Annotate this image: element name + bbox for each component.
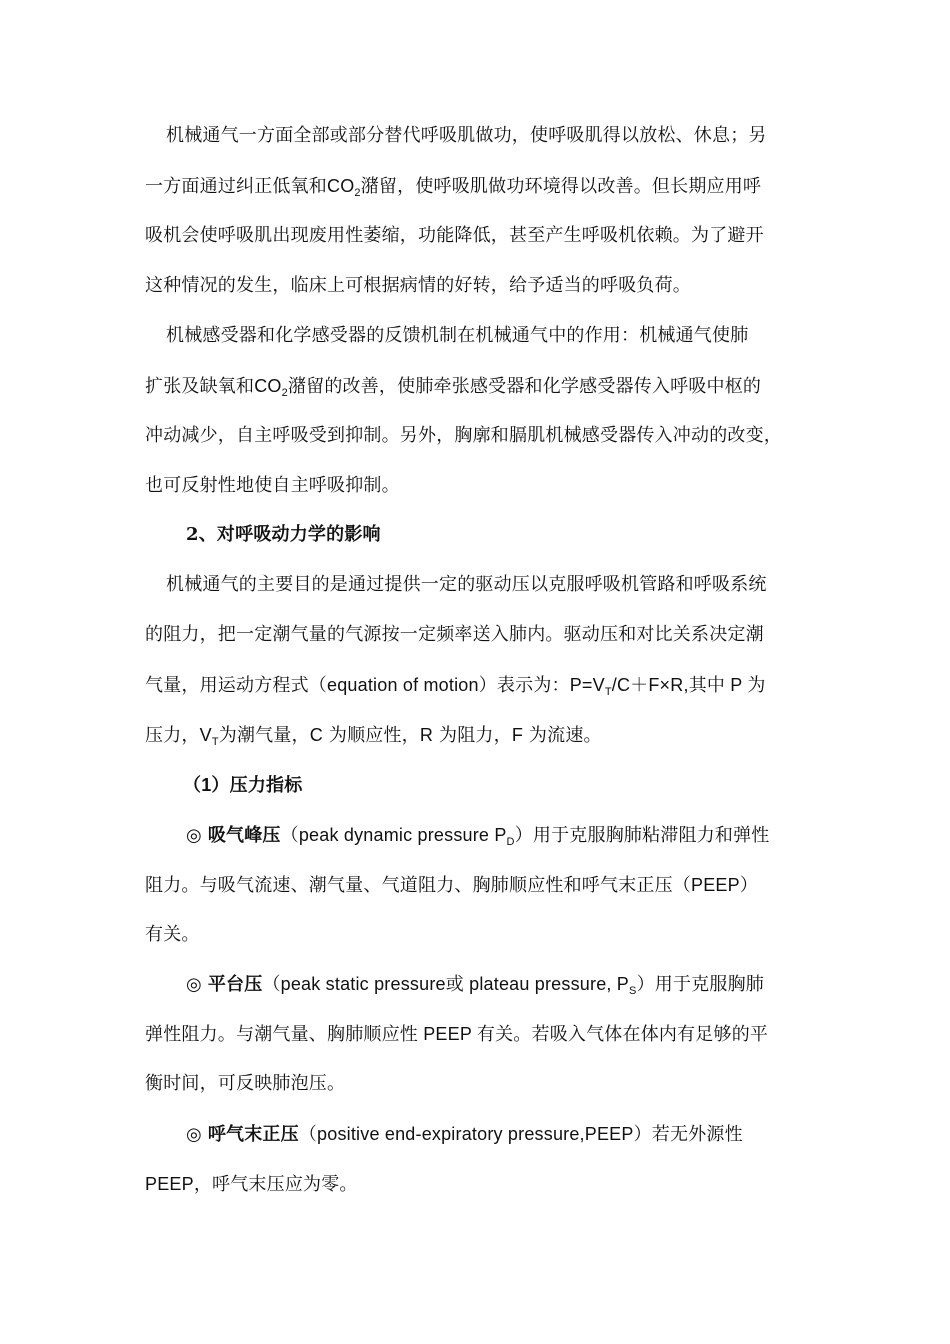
item-2-line-3: [145, 1072, 345, 1096]
english-term: plateau pressure, P: [463, 974, 630, 994]
text: 若无外源性: [651, 1124, 743, 1145]
co2-subscript: 2: [354, 187, 361, 199]
heading-paren: （: [183, 775, 202, 796]
text: 机械通气一方面全部或部分替代呼吸肌做功，使呼吸肌得以放松、休息；另: [166, 125, 767, 146]
text: 为: [747, 675, 766, 696]
text: 一方面通过纠正低氧和: [145, 176, 327, 197]
text: 机械感受器和化学感受器的反馈机制在机械通气中的作用：机械通气使肺: [166, 325, 749, 346]
paragraph-1-line-3: [145, 224, 764, 248]
peep-term: PEEP: [418, 1024, 477, 1044]
equation-subscript: T: [604, 686, 612, 698]
text: 冲动减少，自主呼吸受到抑制。另外，胸廓和膈肌机械感受器传入冲动的改变，: [145, 425, 782, 446]
item-3-line-1: [186, 1122, 743, 1147]
item-1-line-2: [145, 873, 758, 898]
text: 扩张及缺氧和: [145, 376, 255, 397]
co2-formula: CO: [254, 376, 282, 396]
text: 用于克服胸肺粘滞阻力和弹性: [532, 825, 770, 846]
text: 的阻力，把一定潮气量的气源按一定频率送入肺内。驱动压和对比关系决定潮: [145, 624, 764, 645]
term-subscript: D: [506, 836, 515, 848]
text: 为阻力，: [433, 725, 512, 746]
text: （: [298, 1124, 318, 1145]
paragraph-1-line-1: [166, 124, 767, 148]
english-term: peak static pressure: [280, 974, 446, 994]
text: 弹性阻力。与潮气量、胸肺顺应性: [145, 1024, 418, 1045]
symbol-c: C: [309, 725, 323, 745]
text: （: [280, 825, 299, 846]
paragraph-2-line-2: [145, 374, 761, 405]
text: ）: [514, 825, 533, 846]
paragraph-3-line-4: [145, 723, 602, 754]
text: 有关。若吸入气体在体内有足够的平: [476, 1024, 769, 1045]
heading-text: ）压力指标: [211, 775, 303, 796]
item-2-line-2: [145, 1022, 768, 1047]
peep-term: PEEP: [691, 875, 740, 895]
text: 或: [445, 974, 464, 995]
english-term: peak dynamic pressure P: [298, 825, 507, 845]
bullet-icon: ◎: [186, 974, 202, 995]
peep-term: PEEP: [145, 1174, 194, 1194]
text: 也可反射性地使自主呼吸抑制。: [145, 475, 400, 496]
paragraph-2-line-3: [145, 424, 782, 448]
paragraph-1-line-2: [145, 174, 761, 205]
equation-part: /C＋F×R,: [611, 675, 689, 695]
bullet-icon: ◎: [186, 1124, 202, 1145]
heading-number: 1: [201, 775, 212, 795]
text: 有关。: [145, 924, 200, 945]
text: （: [262, 974, 281, 995]
text: ）表示为：: [478, 675, 570, 696]
item-term: 呼气末正压: [207, 1124, 299, 1145]
symbol-r: R: [419, 725, 434, 745]
bullet-icon: ◎: [186, 825, 202, 846]
text: ）: [633, 1124, 652, 1145]
text: 气量，用运动方程式（: [145, 675, 327, 696]
text: 这种情况的发生，临床上可根据病情的好转，给予适当的呼吸负荷。: [145, 275, 691, 296]
symbol-v: V: [199, 725, 212, 745]
paragraph-3-line-1: [166, 573, 767, 597]
paragraph-3-line-3: [145, 673, 766, 704]
item-term: 平台压: [207, 974, 263, 995]
text: 阻力。与吸气流速、潮气量、气道阻力、胸肺顺应性和呼气末正压（: [145, 875, 691, 896]
item-term: 吸气峰压: [207, 825, 281, 846]
english-term: positive end-expiratory pressure,PEEP: [317, 1124, 634, 1144]
subsection-heading: [183, 773, 302, 798]
section-heading: [186, 523, 381, 547]
item-1-line-3: [145, 923, 200, 947]
text: 潴留，使呼吸肌做功环境得以改善。但长期应用呼: [360, 176, 762, 197]
symbol-f: F: [511, 725, 524, 745]
item-2-line-1: [186, 972, 764, 1003]
paragraph-3-line-2: [145, 623, 764, 647]
text: ，呼气末压应为零。: [193, 1174, 358, 1195]
english-term: equation of motion: [327, 675, 479, 695]
heading-text: 2、对呼吸动力学的影响: [186, 524, 381, 545]
term-subscript: S: [629, 985, 637, 997]
text: 用于克服胸肺: [654, 974, 764, 995]
symbol-p: P: [725, 675, 748, 695]
paragraph-2-line-1: [166, 324, 748, 348]
text: 为流速。: [523, 725, 602, 746]
paragraph-2-line-4: [145, 474, 400, 498]
text: 潴留的改善，使肺牵张感受器和化学感受器传入呼吸中枢的: [287, 376, 762, 397]
text: 为潮气量，: [218, 725, 310, 746]
item-1-line-1: [186, 823, 770, 854]
text: 为顺应性，: [322, 725, 420, 746]
co2-formula: CO: [327, 176, 355, 196]
text: 压力，: [145, 725, 200, 746]
text: ）: [636, 974, 655, 995]
co2-subscript: 2: [281, 387, 288, 399]
text: 机械通气的主要目的是通过提供一定的驱动压以克服呼吸机管路和呼吸系统: [166, 574, 767, 595]
text: ）: [739, 875, 759, 896]
text: 衡时间，可反映肺泡压。: [145, 1073, 346, 1094]
text: 吸机会使呼吸肌出现废用性萎缩，功能降低，甚至产生呼吸机依赖。为了避开: [145, 225, 764, 246]
equation-part: P=V: [569, 675, 605, 695]
paragraph-1-line-4: [145, 274, 691, 298]
item-3-line-2: [145, 1172, 358, 1197]
text: 其中: [688, 675, 726, 696]
symbol-v-subscript: T: [211, 736, 219, 748]
